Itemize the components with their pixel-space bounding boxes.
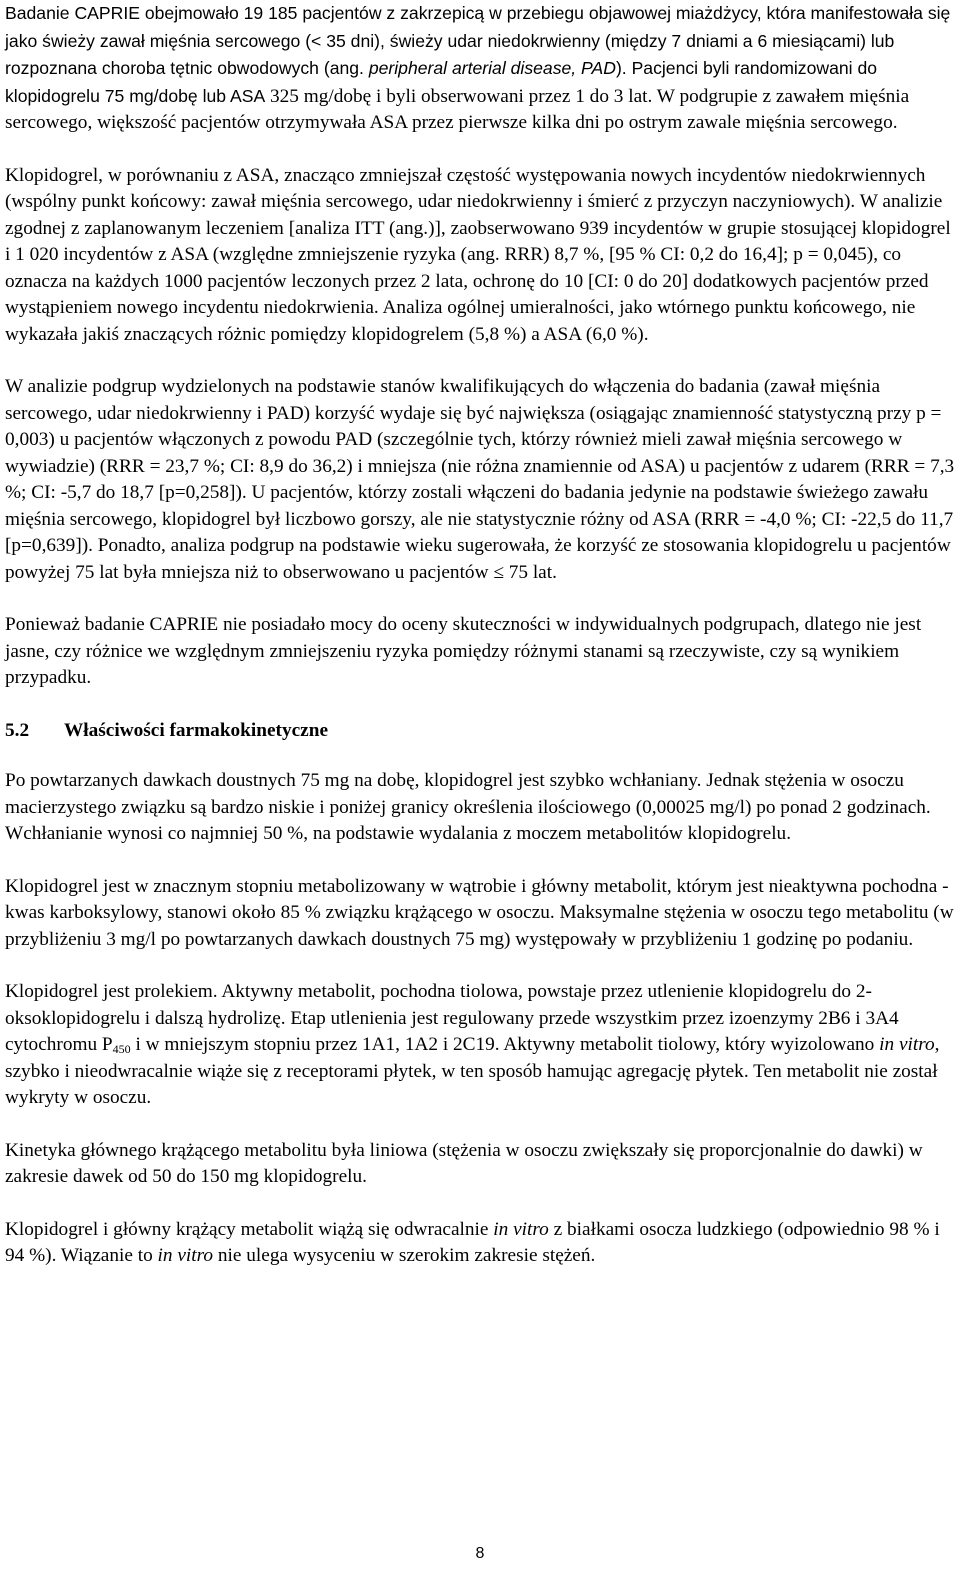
section-title: Właściwości farmakokinetyczne [64, 719, 329, 741]
section-heading-pharmacokinetics [5, 718, 955, 745]
binding-text-2: z białkami osocza ludzkiego (odpowiednio 98 % i 94 %). Wiązanie to [5, 1218, 940, 1266]
paragraph-prodrug [5, 979, 955, 1112]
paragraph-clopidogrel-vs-asa: Klopidogrel, w porównaniu z ASA, znacząco zmniejszał częstość występowania nowych incydentów niedokrwiennych (wspólny punkt końcowy: zawał mięśnia sercowego, udar niedokrwienny i śmierć z przyczyn naczyniowych). W analizie zgodnej z zaplanowanym leczeniem [analiza ITT (ang.)], zaobserwowano 939 incydentów w grupie stosującej klopidogrel i 1 020 incydentów z ASA (względne zmniejszenie ryzyka (ang. RRR) 8,7 %, [95 % CI: 0,2 do 16,4]; p = 0,045), co oznacza na każdych 1000 pacjentów leczonych przez 2 lata, ochronę do 10 [CI: 0 do 20] dodatkowych pacjentów przed wystąpieniem nowego incydentu niedokrwienia. Analiza ogólnej umieralności, jako wtórnego punktu końcowego, nie wykazała jakiś znaczących różnic pomiędzy klopidogrelem (5,8 %) a ASA (6,0 %). [5, 164, 951, 345]
prodrug-text-2: i w mniejszym stopniu przez 1A1, 1A2 i 2C19. Aktywny metabolit tiolowy, który wyizolowano [130, 1034, 880, 1055]
paragraph-kinetics: Kinetyka głównego krążącego metabolitu była liniowa (stężenia w osoczu zwiększały się proporcjonalnie do dawki) w zakresie dawek od 50 do 150 mg klopidogrelu. [5, 1139, 923, 1187]
prodrug-text-3: , szybko i nieodwracalnie wiąże się z receptorami płytek, w ten sposób hamując agregację płytek. Ten metabolit nie został wykryty w osoczu. [5, 1034, 940, 1108]
paragraph-protein-binding [5, 1217, 955, 1270]
intro-sentence-sans: Badanie CAPRIE obejmowało 19 185 pacjentów z zakrzepicą w przebiegu objawowej miażdżycy, która manifestowała się jako świeży zawał mięśnia sercowego (< 35 dni), świeży udar niedokrwienny (między 7 dniami a 6 miesiącami) lub rozpoznana choroba tętnic obwodowych (ang. [5, 3, 951, 78]
page-number: 8 [475, 1545, 485, 1562]
paragraph-metabolism: Klopidogrel jest w znacznym stopniu metabolizowany w wątrobie i główny metabolit, którym jest nieaktywna pochodna - kwas karboksylowy, stanowi około 85 % związku krążącego w osoczu. Maksymalne stężenia w osoczu tego metabolitu (w przybliżeniu 3 mg/l po powtarzanych dawkach doustnych 75 mg) występowały w przybliżeniu 1 godzinę po podaniu. [5, 875, 954, 950]
intro-term-italic: peripheral arterial disease, PAD [368, 58, 616, 78]
intro-continuation: 325 mg/dobę i byli obserwowani przez 1 do 3 lat. W podgrupie z zawałem mięśnia sercowego, większość pacjentów otrzymywała ASA przez pierwsze kilka dni po ostrym zawale mięśnia sercowego. [5, 85, 910, 133]
binding-text-1: Klopidogrel i główny krążący metabolit wiążą się odwracalnie [5, 1218, 494, 1240]
document-page [5, 0, 955, 1296]
prodrug-text-1: Klopidogrel jest prolekiem. Aktywny metabolit, pochodna tiolowa, powstaje przez utlenienie klopidogrelu do 2-oksoklopidogrelu i dalszą hydrolizę. Etap utlenienia jest regulowany przede wszystkim przez izoenzymy 2B6 i 3A4 cytochromu P [5, 981, 899, 1055]
section-number: 5.2 [5, 719, 30, 741]
intro-randomization-sans: ). Pacjenci byli randomizowani do klopidogrelu 75 mg/dobę lub ASA [5, 58, 878, 106]
paragraph-subgroup-analysis: W analizie podgrup wydzielonych na podstawie stanów kwalifikujących do włączenia do badania (zawał mięśnia sercowego, udar niedokrwienny i PAD) korzyść wydaje się być największa (osiągając znamienność statystyczną przy p = 0,003) u pacjentów włączonych z powodu PAD (szczególnie tych, którzy również mieli zawał mięśnia sercowego w wywiadzie) (RRR = 23,7 %; CI: 8,9 do 36,2) i mniejsza (nie różna znamiennie od ASA) u pacjentów z udarem (RRR = 7,3 %; CI: -5,7 do 18,7 [p=0,258]). U pacjentów, którzy zostali włączeni do badania jedynie na podstawie świeżego zawału mięśnia sercowego, klopidogrel był liczbowo gorszy, ale nie statystycznie różny od ASA (RRR = -4,0 %; CI: -22,5 do 11,7 [p=0,639]). Ponadto, analiza podgrup na podstawie wieku sugerowała, że korzyść ze stosowania klopidogrelu u pacjentów powyżej 75 lat była mniejsza niż to obserwowano u pacjentów ≤ 75 lat. [5, 376, 955, 583]
in-vitro-italic: in vitro [879, 1034, 935, 1055]
cyp-subscript: 450 [112, 1042, 131, 1056]
in-vitro-italic-2: in vitro [157, 1245, 214, 1266]
binding-text-3: nie ulega wysyceniu w szerokim zakresie stężeń. [213, 1245, 596, 1266]
paragraph-absorption: Po powtarzanych dawkach doustnych 75 mg na dobę, klopidogrel jest szybko wchłaniany. Jednak stężenia w osoczu macierzystego związku są bardzo niskie i poniżej granicy określenia ilościowego (0,00025 mg/l) po ponad 2 godzinach. Wchłanianie wynosi co najmniej 50 %, na podstawie wydalania z moczem metabolitów klopidogrelu. [5, 770, 931, 844]
in-vitro-italic-1: in vitro [493, 1218, 549, 1240]
paragraph-caprie-intro [5, 0, 955, 137]
paragraph-caprie-power: Ponieważ badanie CAPRIE nie posiadało mocy do oceny skuteczności w indywidualnych podgrupach, dlatego nie jest jasne, czy różnice we względnym zmniejszeniu ryzyka pomiędzy różnymi stanami są rzeczywiste, czy są wynikiem przypadku. [5, 614, 922, 688]
